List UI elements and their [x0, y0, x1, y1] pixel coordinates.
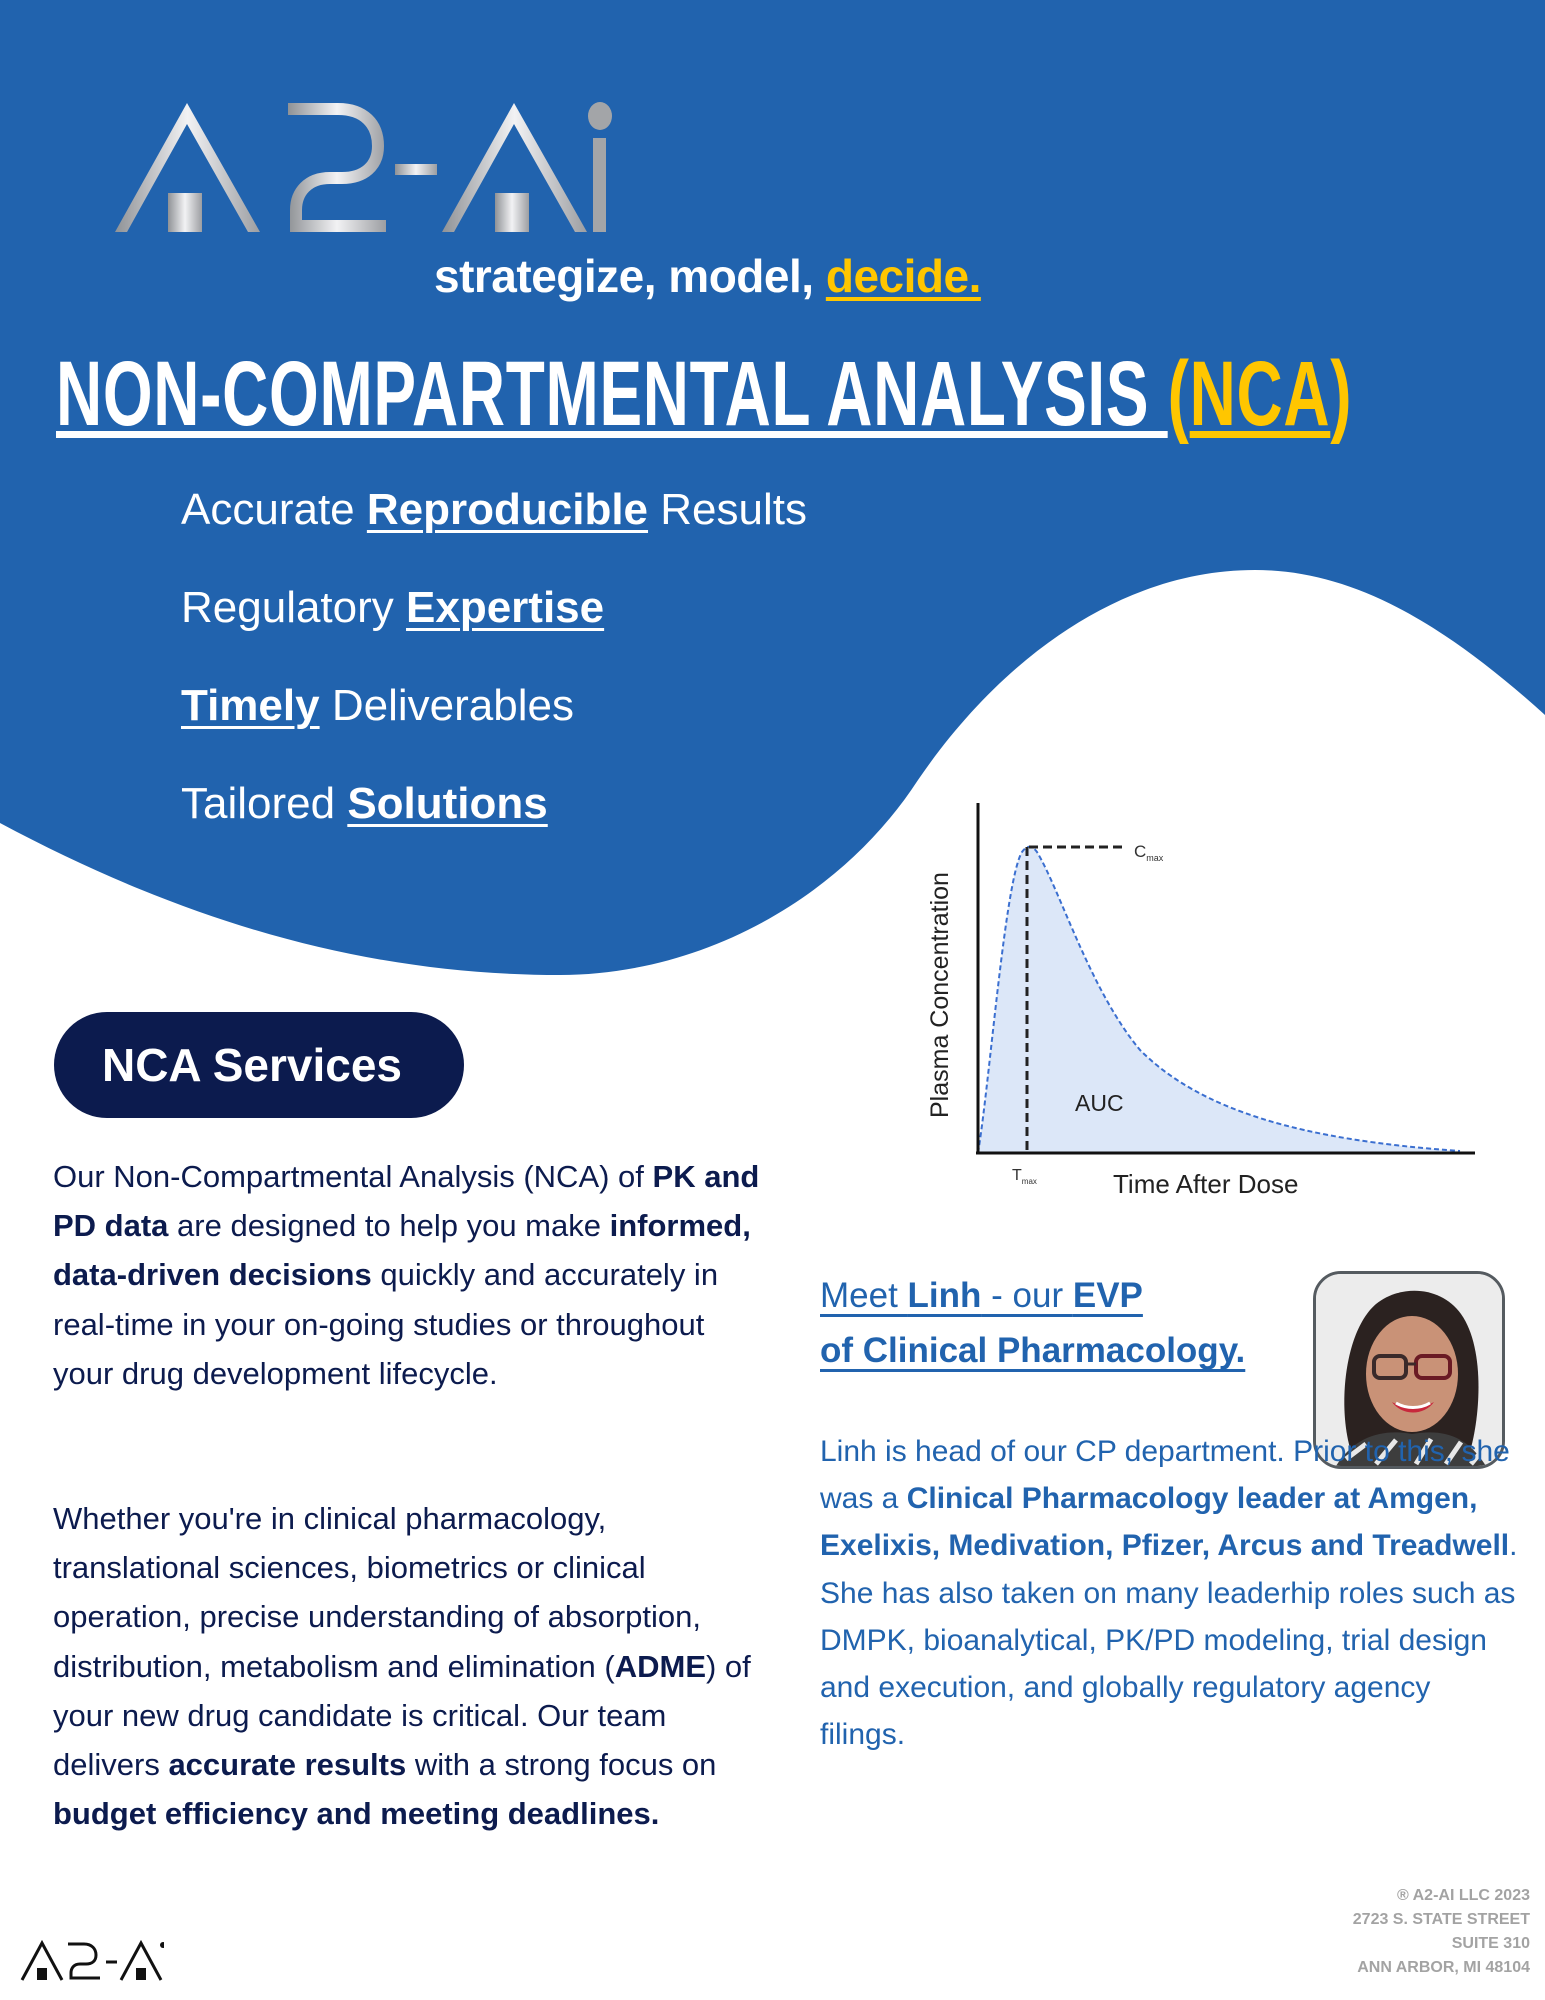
- x-axis-label: Time After Dose: [1113, 1169, 1299, 1199]
- bio-text: Linh is head of our CP department. Prior to this, she was a: [820, 1435, 1510, 1516]
- para-emphasis: informed, data-driven decisions: [53, 1208, 751, 1293]
- para-text: are designed to help you make: [168, 1208, 610, 1244]
- auc-label: AUC: [1075, 1090, 1124, 1116]
- profile-heading-line1: [820, 1268, 1245, 1323]
- a2ai-logo: [112, 100, 612, 236]
- profile-heading-line2: [820, 1323, 1245, 1378]
- para-text: with a strong focus on: [406, 1747, 717, 1783]
- address-suite: SUITE 310: [1451, 1935, 1530, 1952]
- badge-label: NCA Services: [101, 1039, 402, 1091]
- title-main: NON-COMPARTMENTAL ANALYSIS: [56, 343, 1168, 445]
- profile-name: Linh: [907, 1276, 982, 1315]
- highlight-keyword: Reproducible: [366, 485, 649, 534]
- highlight-text: Accurate: [181, 485, 367, 534]
- highlight-keyword: Timely: [181, 681, 320, 730]
- y-axis-label: Plasma Concentration: [926, 872, 954, 1118]
- page-title: [56, 343, 1353, 445]
- para-text: Whether you're in clinical pharmacology, translational sciences, biometrics or clinical operation, precise understanding of absorption, distribution, metabolism and elimination (: [53, 1501, 701, 1684]
- highlight-timely: [181, 680, 574, 732]
- para-text: Our Non-Compartmental Analysis (NCA) of: [53, 1159, 653, 1194]
- heading-text: - our: [981, 1276, 1073, 1315]
- para-text: quickly and accurately in real-time in your on-going studies or throughout your drug development lifecycle.: [53, 1257, 719, 1391]
- address-street: 2723 S. STATE STREET: [1352, 1911, 1530, 1928]
- tagline-prefix: strategize, model,: [434, 250, 826, 302]
- copyright: ® A2-AI LLC 2023: [1396, 1887, 1530, 1904]
- title-abbrev-group: [1168, 343, 1353, 445]
- para-emphasis: ADME: [614, 1648, 706, 1684]
- highlight-solutions: [181, 778, 548, 830]
- services-paragraph-1: [53, 1152, 773, 1398]
- services-paragraph-2: [53, 1494, 773, 1838]
- highlight-text: Results: [648, 485, 807, 534]
- profile-bio: [820, 1428, 1520, 1758]
- bio-text: . She has also taken on many leaderhip roles such as DMPK, bioanalytical, PK/PD modeling, trial design and execution, and globally regulatory agency filings.: [820, 1529, 1518, 1752]
- highlight-reproducible: [181, 484, 807, 536]
- tagline: [434, 248, 981, 304]
- bio-emphasis: Clinical Pharmacology leader at Amgen, Exelixis, Medivation, Pfizer, Arcus and Treadwell: [820, 1482, 1510, 1563]
- profile-department: of Clinical Pharmacology.: [820, 1331, 1246, 1370]
- highlight-keyword: Solutions: [347, 779, 548, 828]
- footer-address: [1353, 1884, 1530, 1980]
- cmax-label: $C_{max}$: [1134, 842, 1164, 863]
- para-text: ) of your new drug candidate is critical. Our team delivers: [53, 1648, 751, 1783]
- profile-heading[interactable]: [820, 1268, 1245, 1378]
- heading-text: Meet: [820, 1276, 908, 1315]
- title-abbrev: NCA: [1189, 343, 1331, 445]
- profile-title: EVP: [1072, 1276, 1143, 1315]
- address-city: ANN ARBOR, MI 48104: [1357, 1959, 1530, 1976]
- para-emphasis: PK and PD data: [53, 1159, 760, 1244]
- tagline-accent: decide.: [825, 250, 981, 302]
- para-emphasis: accurate results: [168, 1747, 407, 1783]
- pk-curve-chart: [920, 790, 1500, 1210]
- highlight-keyword: Expertise: [406, 583, 605, 632]
- highlight-text: Deliverables: [319, 681, 574, 730]
- highlight-text: Tailored: [181, 779, 348, 828]
- para-emphasis: budget efficiency and meeting deadlines.: [53, 1796, 660, 1832]
- tmax-label: $T_{max}$: [1012, 1167, 1037, 1186]
- highlight-expertise: [181, 582, 604, 634]
- nca-services-badge: [54, 1012, 464, 1118]
- footer-logo: [20, 1940, 164, 1982]
- title-close-paren: ): [1330, 343, 1353, 445]
- auc-area: [978, 847, 1460, 1153]
- highlight-text: Regulatory: [181, 583, 407, 632]
- title-open-paren: (: [1167, 343, 1190, 445]
